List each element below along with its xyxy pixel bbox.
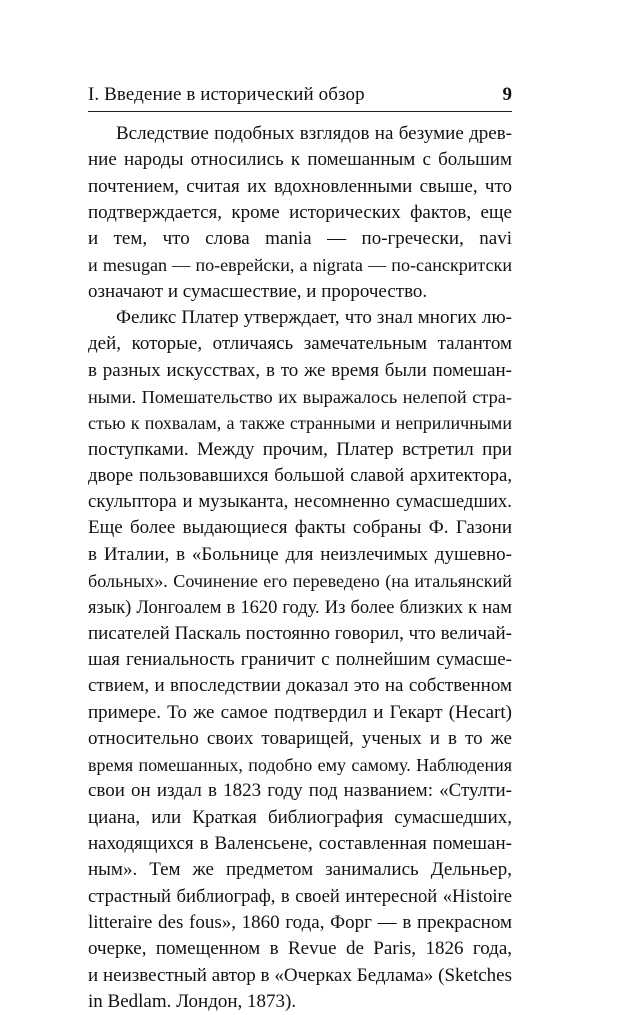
text-line: Феликс Платер утверждает, что знал многих лю- <box>116 307 512 329</box>
text-line: в разных искусствах, в то же время были помешан- <box>88 359 512 381</box>
text-line: Еще более выдающиеся факты собраны Ф. Газони <box>88 517 512 539</box>
text-line: Вследствие подобных взглядов на безумие древ- <box>116 123 512 144</box>
text-line: означают и сумасшествие, и пророчество. <box>88 280 428 302</box>
text-line: и mesugan — по-еврейски, а nigrata — по-санскритски <box>88 255 512 276</box>
text-line: подтверждается, кроме исторических фактов, еще <box>88 201 512 223</box>
text-line: свои он издал в 1823 году под названием: «Стулти- <box>88 780 512 802</box>
text-line: ными. Помешательство их выражалось нелепой стра- <box>88 386 512 407</box>
text-line: в Италии, в «Больнице для неизлечимых душевно- <box>88 543 512 565</box>
text-line: ным». Тем же предметом занимались Дельньер, <box>88 859 512 881</box>
running-head: I. Введение в исторический обзор <box>88 84 365 105</box>
text-line: примере. То же самое подтвердил и Гекарт (Hecart) <box>88 701 512 723</box>
text-line: циана, или Краткая библиография сумасшедших, <box>88 806 512 828</box>
text-line: in Bedlam. Лондон, 1873). <box>88 990 297 1012</box>
text-line: litteraire des fous», 1860 года, Форг — в прекрасном <box>88 911 512 933</box>
text-line: почтением, считая их вдохновленными свыше, что <box>88 175 512 197</box>
text-line: время помешанных, подобно ему самому. Наблюдения <box>88 755 512 776</box>
text-line: и тем, что слова mania — по-гречески, navi <box>88 228 512 250</box>
paragraph-2 <box>88 305 512 1015</box>
text-line: больных». Сочинение его переведено (на итальянский <box>88 571 512 592</box>
text-line: очерке, помещенном в Revue de Paris, 1826 года, <box>88 938 512 960</box>
text-line: стью к похвалам, а также странными и неприличными <box>88 413 512 434</box>
text-line: язык) Лонгоалем в 1620 году. Из более близких к нам <box>88 597 512 618</box>
page-number: 9 <box>502 84 512 105</box>
text-line: ствием, и впоследствии доказал это на собственном <box>88 675 512 697</box>
text-line: и неизвестный автор в «Очерках Бедлама» (Sketches <box>88 964 512 986</box>
header-rule <box>88 111 512 112</box>
text-line: дворе пользовавшихся большой славой архитектора, <box>88 464 512 486</box>
paragraph-1 <box>88 121 512 305</box>
page-header <box>88 82 512 110</box>
text-line: дей, которые, отличаясь замечательным талантом <box>88 333 512 355</box>
text-line: шая гениальность граничит с полнейшим сумасше- <box>88 648 512 670</box>
text-line: поступками. Между прочим, Платер встретил при <box>88 438 512 460</box>
text-line: скульптора и музыканта, несомненно сумасшедших. <box>88 491 512 513</box>
text-line: находящихся в Валенсьене, составленная помешан- <box>88 833 512 855</box>
text-line: страстный библиограф, в своей интересной «Histoire <box>88 885 512 907</box>
text-line: относительно своих товарищей, ученых и в то же <box>88 727 512 749</box>
text-line: ние народы относились к помешанным с большим <box>88 149 512 171</box>
text-line: писателей Паскаль постоянно говорил, что величай- <box>88 622 512 644</box>
body-text <box>88 121 512 1015</box>
